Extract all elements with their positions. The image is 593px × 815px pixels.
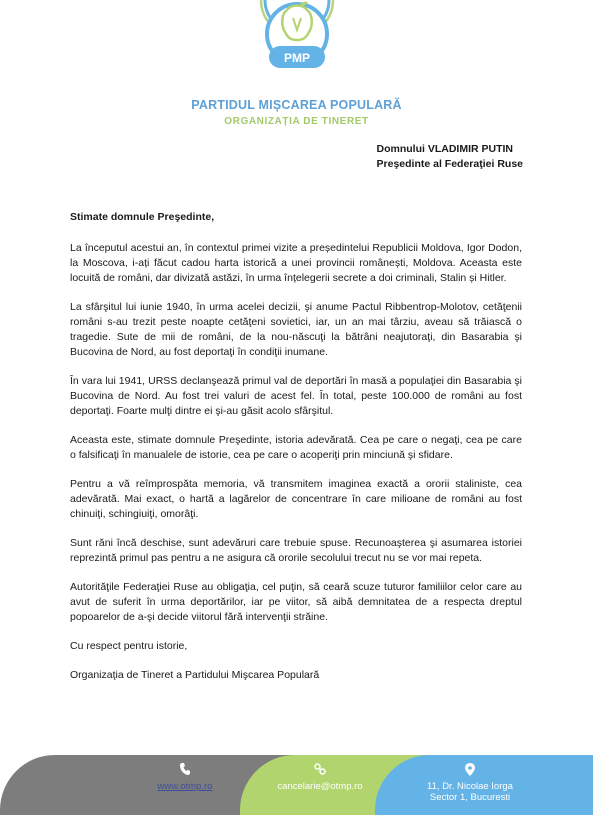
organization-name: ORGANIZAȚIA DE TINERET <box>224 116 369 127</box>
footer-address <box>400 763 540 803</box>
addressee-block <box>377 142 523 172</box>
website-link[interactable]: www.otmp.ro <box>157 781 213 792</box>
party-name <box>0 98 593 112</box>
signature: Organizaţia de Tineret a Partidului Mişcarea Populară <box>70 669 320 681</box>
party-name-text: PARTIDUL MIȘCAREA POPULARĂ <box>191 98 402 112</box>
email-address[interactable]: cancelarie@otmp.ro <box>277 781 363 792</box>
logo-text: PMP <box>283 51 311 65</box>
paragraph-4: Aceasta este, stimate domnule Preşedinte, istoria adevărată. Cea pe care o negaţi, cea pe care o falsificaţi în manualele de istorie, cea pe care o acoperiţi prin minciună şi sfidare. <box>70 434 522 461</box>
paragraph-7: Autorităţile Federaţiei Ruse au obligaţia, cel puţin, să ceară scuze tuturor familiilor celor care au avut de suferit în urma deportărilor, iar pe viitor, să aibă demnitatea de a respecta dreptul popoarelor de a-şi decide viitorul fără intervenţii străine. <box>70 581 522 623</box>
address-line-1: 11, Dr. Nicolae Iorga <box>427 781 513 792</box>
party-logo <box>255 0 339 84</box>
phone-icon <box>130 763 240 779</box>
footer-email <box>265 763 375 792</box>
addressee-line-1: Domnului VLADIMIR PUTIN <box>376 143 514 155</box>
addressee-line-2: Preşedinte al Federaţiei Ruse <box>376 158 523 170</box>
closing: Cu respect pentru istorie, <box>70 640 188 652</box>
paragraph-2: La sfârşitul lui iunie 1940, în urma acelei decizii, şi anume Pactul Ribbentrop-Molotov, cetăţenii români s-au trezit peste noapte cetăţeni sovietici, iar, un an mai târziu, aveau să trăiască o tragedie. Sute de mii de români, de la nou-născuţi la bătrâni neajutoraţi, din Basarabia şi Bucovina de Nord, au fost deportaţi în condiţii inumane. <box>70 301 522 358</box>
salutation: Stimate domnule Preşedinte, <box>70 211 215 223</box>
footer <box>0 755 593 815</box>
paragraph-3: În vara lui 1941, URSS declanşează primul val de deportări în masă a populaţiei din Basarabia şi Bucovina de Nord. Au fost trei valuri de acest fel. În total, peste 100.000 de români au fost deportaţi. Foarte mulţi dintre ei şi-au găsit acolo sfârşitul. <box>70 375 522 417</box>
location-pin-icon <box>400 763 540 779</box>
paragraph-6: Sunt răni încă deschise, sunt adevăruri care trebuie spuse. Recunoaşterea şi asumarea istoriei reprezintă primul pas pentru a ne asigura că ororile secolului trecut nu se vor mai repeta. <box>70 537 522 564</box>
address-line-2: Sector 1, Bucuresti <box>429 792 511 803</box>
link-icon <box>265 763 375 779</box>
letter-body <box>70 210 522 697</box>
footer-website <box>130 763 240 792</box>
paragraph-1: La începutul acestui an, în contextul primei vizite a președintelui Republicii Moldova, Igor Dodon, la Moscova, i-ați făcut cadou harta istorică a unei provincii românești, Moldova. Aceasta este locuită de români, dar divizată astăzi, în urma înțelegerii secrete a doi criminali, Stalin și Hitler. <box>70 242 522 284</box>
paragraph-5: Pentru a vă reîmprospăta memoria, vă transmitem imaginea exactă a ororii staliniste, cea adevărată. Mai exact, o hartă a lagărelor de concentrare în care milioane de români au fost chinuiţi, schingiuiţi, omorâţi. <box>70 478 522 520</box>
